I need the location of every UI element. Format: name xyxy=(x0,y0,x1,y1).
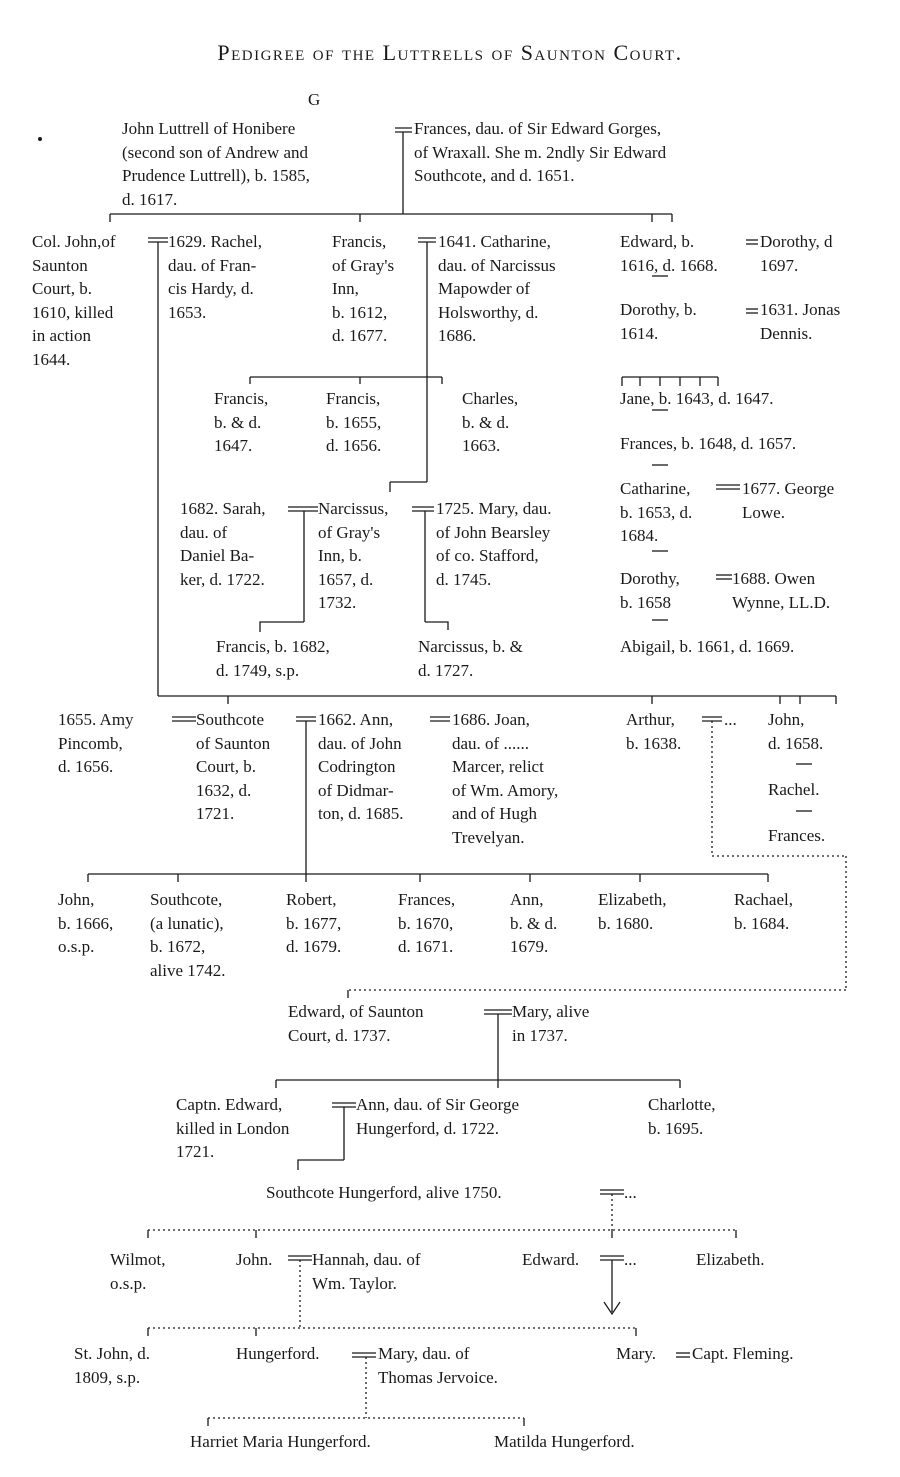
person-mary-jervoice: Mary, dau. of Thomas Jervoice. xyxy=(378,1344,498,1387)
person-sarah-baker: 1682. Sarah, dau. of Daniel Ba- ker, d. 1722. xyxy=(180,499,266,589)
person-arthur: Arthur, b. 1638. xyxy=(626,710,682,753)
person-edward-1616: Edward, b. 1616, d. 1668. xyxy=(620,232,718,275)
person-southcote-lunatic: Southcote, (a lunatic), b. 1672, alive 1742. xyxy=(150,890,226,980)
person-john-1666: John, b. 1666, o.s.p. xyxy=(58,890,114,956)
person-capt-fleming: Capt. Fleming. xyxy=(692,1344,794,1363)
person-matilda-hungerford: Matilda Hungerford. xyxy=(494,1432,635,1451)
person-charlotte: Charlotte, b. 1695. xyxy=(648,1095,716,1138)
person-frances: Frances. xyxy=(768,826,826,845)
person-rachael-1684: Rachael, b. 1684. xyxy=(734,890,793,933)
person-hannah-taylor: Hannah, dau. of Wm. Taylor. xyxy=(312,1250,421,1293)
person-abigail: Abigail, b. 1661, d. 1669. xyxy=(620,637,795,656)
person-john-1658: John, d. 1658. xyxy=(768,710,824,753)
person-hungerford: Hungerford. xyxy=(236,1344,320,1363)
person-john-luttrell-honibere: John Luttrell of Honibere (second son of Andrew and Prudence Luttrell), b. 1585, d. 1617. xyxy=(122,119,310,209)
person-edward-later: Edward. xyxy=(522,1250,580,1269)
person-elizabeth-later: Elizabeth. xyxy=(696,1250,765,1269)
person-frances-1670: Frances, b. 1670, d. 1671. xyxy=(398,890,456,956)
person-robert: Robert, b. 1677, d. 1679. xyxy=(286,890,342,956)
person-catharine-mapowder: 1641. Catharine, dau. of Narcissus Mapowder of Holsworthy, d. 1686. xyxy=(438,232,556,345)
person-southcote-saunton: Southcote of Saunton Court, b. 1632, d. 1721. xyxy=(196,710,271,823)
person-charles-1663: Charles, b. & d. 1663. xyxy=(462,389,519,455)
person-ann-codrington: 1662. Ann, dau. of John Codrington of Didmar- ton, d. 1685. xyxy=(318,710,404,823)
person-jane: Jane, b. 1643, d. 1647. xyxy=(620,389,774,408)
person-arthur-spouse: ... xyxy=(724,710,737,729)
person-mary-bearsley: 1725. Mary, dau. of John Bearsley of co. Stafford, d. 1745. xyxy=(436,499,552,589)
person-southcote-hungerford-spouse: ... xyxy=(624,1183,637,1202)
person-mary-1737: Mary, alive in 1737. xyxy=(512,1002,590,1045)
person-frances-1648: Frances, b. 1648, d. 1657. xyxy=(620,434,797,453)
person-ann-1679: Ann, b. & d. 1679. xyxy=(510,890,558,956)
person-edward-later-spouse: ... xyxy=(624,1250,637,1269)
person-john-later: John. xyxy=(236,1250,273,1269)
person-elizabeth-1680: Elizabeth, b. 1680. xyxy=(598,890,667,933)
person-catharine-1653: Catharine, b. 1653, d. 1684. xyxy=(620,479,693,545)
person-narcissus-1727: Narcissus, b. & d. 1727. xyxy=(418,637,523,680)
person-mary-fleming: Mary. xyxy=(616,1344,656,1363)
person-narcissus-grays-inn: Narcissus, of Gray's Inn, b. 1657, d. 1732. xyxy=(318,499,389,612)
person-rachel-hardy: 1629. Rachel, dau. of Fran- cis Hardy, d. 1653. xyxy=(168,232,262,322)
person-st-john: St. John, d. 1809, s.p. xyxy=(74,1344,151,1387)
person-dorothy-1658: Dorothy, b. 1658 xyxy=(620,569,680,612)
person-owen-wynne: 1688. Owen Wynne, LL.D. xyxy=(732,569,831,612)
page-title: Pedigree of the Luttrells of Saunton Court. xyxy=(217,40,683,65)
person-col-john: Col. John,of Saunton Court, b. 1610, killed in action 1644. xyxy=(32,232,116,369)
person-dorothy-1697: Dorothy, d 1697. xyxy=(760,232,833,275)
person-george-lowe: 1677. George Lowe. xyxy=(742,479,835,522)
person-amy-pincomb: 1655. Amy Pincomb, d. 1656. xyxy=(58,710,134,776)
person-francis-grays-inn: Francis, of Gray's Inn, b. 1612, d. 1677. xyxy=(332,232,395,345)
margin-dot xyxy=(38,137,42,141)
person-harriet-maria-hungerford: Harriet Maria Hungerford. xyxy=(190,1432,371,1451)
person-jonas-dennis: 1631. Jonas Dennis. xyxy=(760,300,841,343)
person-francis-1682: Francis, b. 1682, d. 1749, s.p. xyxy=(216,637,330,680)
person-edward-saunton: Edward, of Saunton Court, d. 1737. xyxy=(288,1002,424,1045)
person-southcote-hungerford: Southcote Hungerford, alive 1750. xyxy=(266,1183,502,1202)
person-francis-1655: Francis, b. 1655, d. 1656. xyxy=(326,389,382,455)
person-ann-hungerford: Ann, dau. of Sir George Hungerford, d. 1722. xyxy=(356,1095,520,1138)
person-frances-gorges: Frances, dau. of Sir Edward Gorges, of Wraxall. She m. 2ndly Sir Edward Southcote, and d. 1651. xyxy=(414,119,667,185)
person-rachel: Rachel. xyxy=(768,780,820,799)
person-joan-marcer: 1686. Joan, dau. of ...... Marcer, relict of Wm. Amory, and of Hugh Trevelyan. xyxy=(452,710,559,847)
generation-marker: G xyxy=(308,90,321,109)
person-captn-edward: Captn. Edward, killed in London 1721. xyxy=(176,1095,290,1161)
person-dorothy-1614: Dorothy, b. 1614. xyxy=(620,300,697,343)
person-wilmot: Wilmot, o.s.p. xyxy=(110,1250,166,1293)
person-francis-1647: Francis, b. & d. 1647. xyxy=(214,389,269,455)
